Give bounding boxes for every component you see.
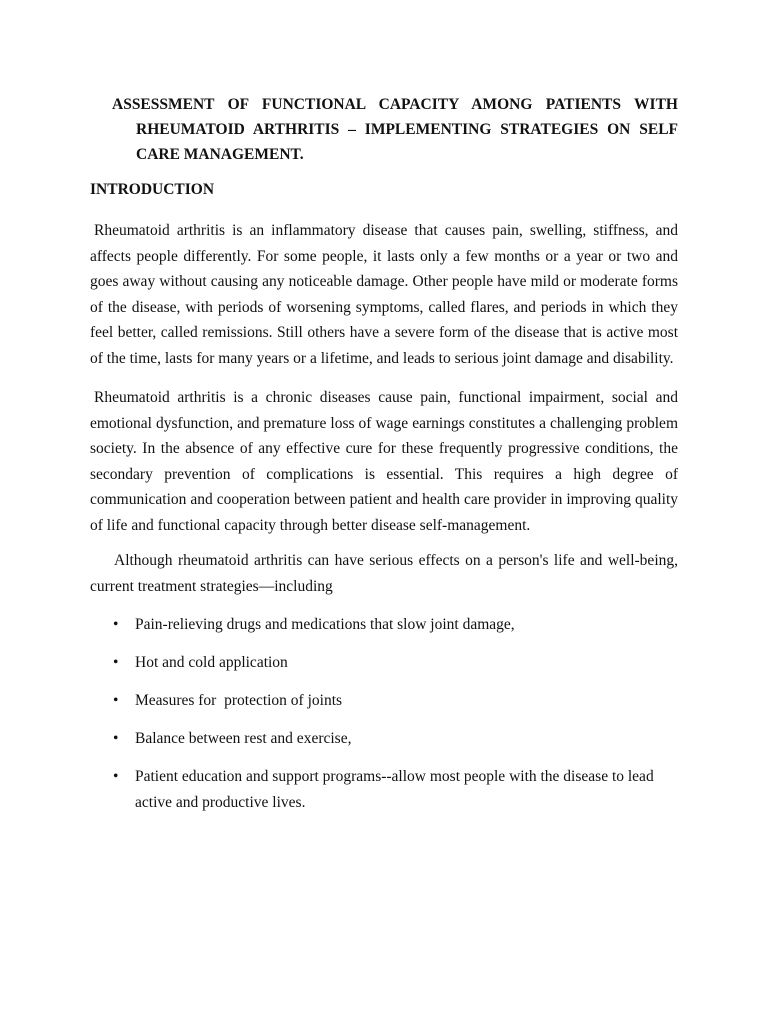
list-item	[90, 688, 678, 714]
section-heading-introduction: INTRODUCTION	[90, 181, 215, 198]
paragraph-3: Although rheumatoid arthritis can have serious effects on a person's life and well-being, current treatment strategies—including	[90, 552, 678, 595]
bullet-icon: •	[113, 730, 119, 747]
list-item	[90, 612, 678, 638]
list-item	[90, 726, 678, 752]
list-item-text: Hot and cold application	[135, 654, 288, 671]
list-item-text: Balance between rest and exercise,	[135, 730, 352, 747]
list-item-text: Patient education and support programs--allow most people with the disease to lead active and productive lives.	[135, 768, 654, 811]
list-item	[90, 764, 678, 815]
list-item-text: Measures for protection of joints	[135, 692, 343, 709]
document-page	[90, 92, 678, 828]
list-item	[90, 650, 678, 676]
bullet-icon: •	[113, 768, 119, 785]
treatment-strategies-list	[90, 612, 678, 815]
paragraph-1: Rheumatoid arthritis is an inflammatory disease that causes pain, swelling, stiffness, and affects people differently. For some people, it lasts only a few months or a year or two and goes away without causing any noticeable damage. Other people have mild or moderate forms of the disease, with periods of worsening symptoms, called flares, and periods in which they feel better, called remissions. Still others have a severe form of the disease that is active most of the time, lasts for many years or a lifetime, and leads to serious joint damage and disability.	[90, 222, 678, 367]
bullet-icon: •	[113, 654, 119, 671]
list-item-text: Pain-relieving drugs and medications that slow joint damage,	[135, 616, 515, 633]
document-title: ASSESSMENT OF FUNCTIONAL CAPACITY AMONG PATIENTS WITH RHEUMATOID ARTHRITIS – IMPLEMENTING STRATEGIES ON SELF CARE MANAGEMENT.	[112, 96, 678, 163]
bullet-icon: •	[113, 692, 119, 709]
bullet-icon: •	[113, 616, 119, 633]
paragraph-2: Rheumatoid arthritis is a chronic diseases cause pain, functional impairment, social and emotional dysfunction, and premature loss of wage earnings constitutes a challenging problem society. In the absence of any effective cure for these frequently progressive conditions, the secondary prevention of complications is essential. This requires a high degree of communication and cooperation between patient and health care provider in improving quality of life and functional capacity through better disease self-management.	[90, 389, 678, 534]
